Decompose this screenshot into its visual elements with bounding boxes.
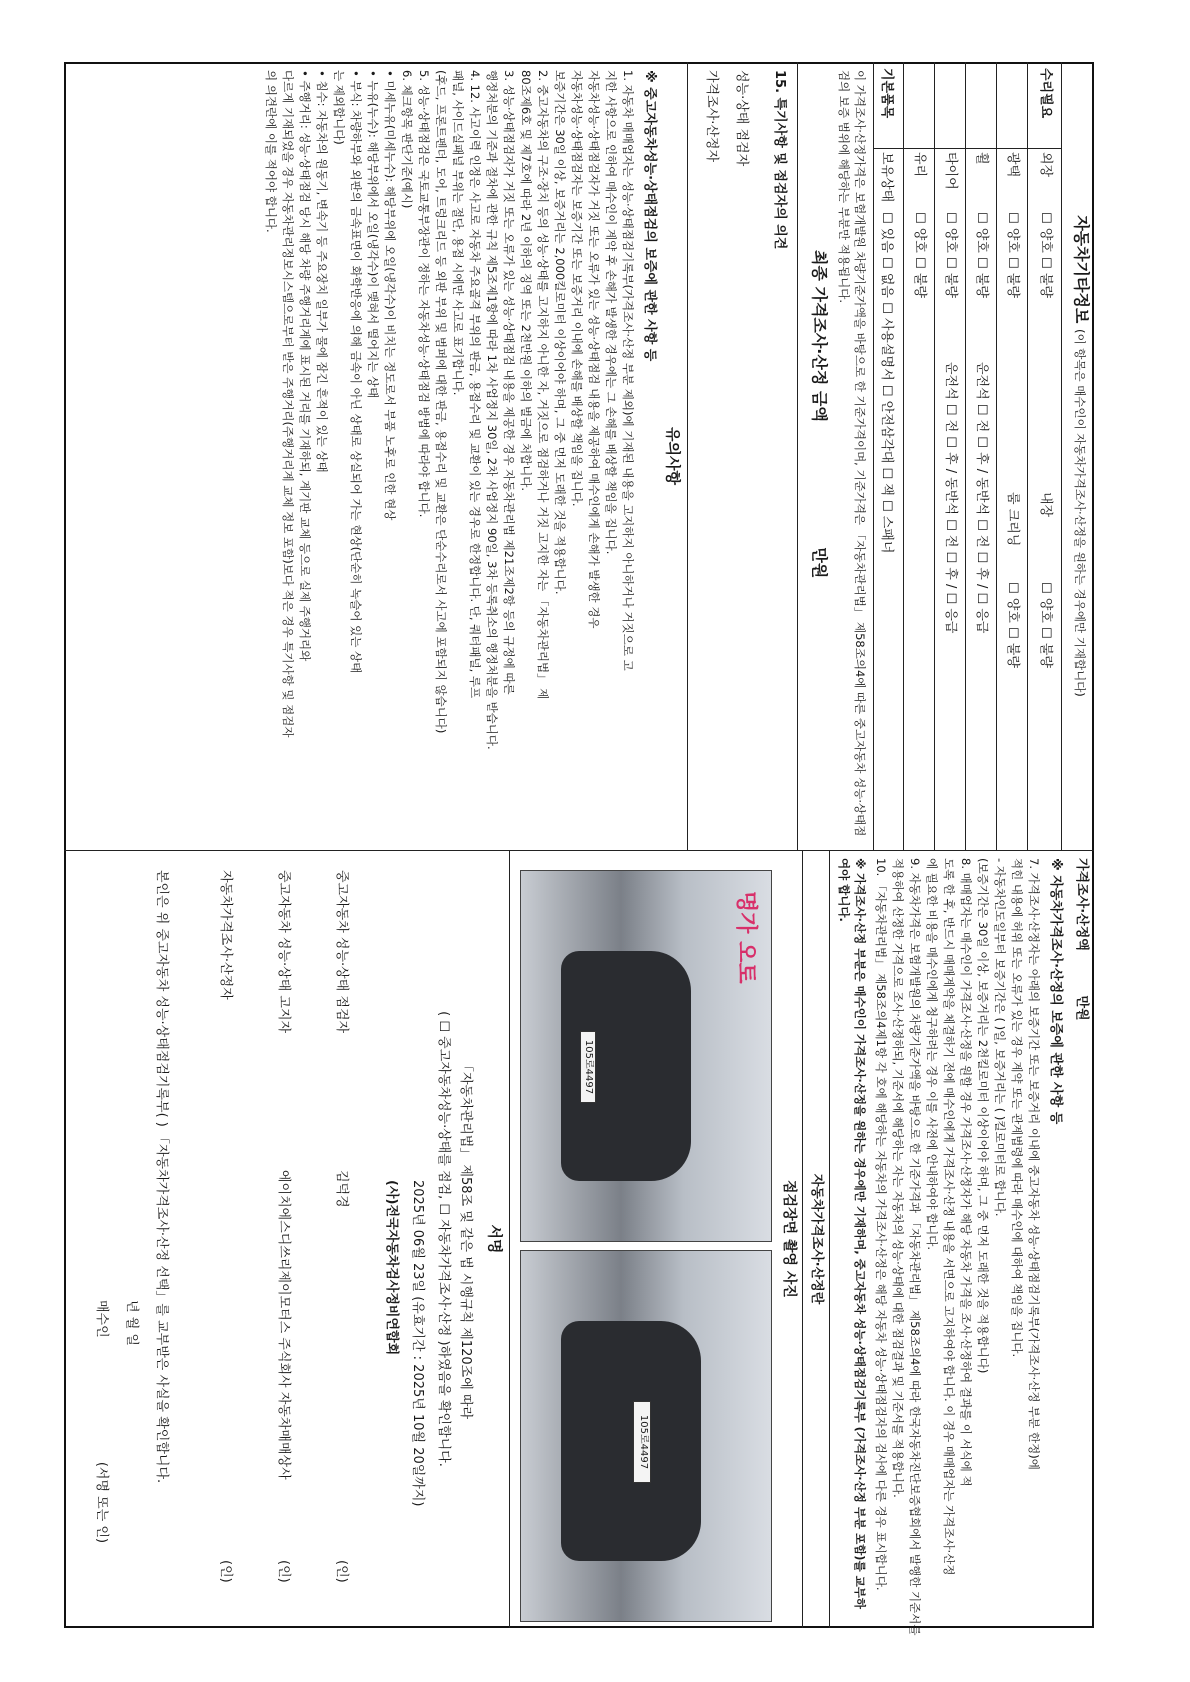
signature-row: 중고자동차 성능·상태 점검자 김덕경 (인) xyxy=(334,870,349,1583)
buyer-date: 년 월 일 xyxy=(124,1300,139,1346)
note-line: 자동차성능·상태점검자는 보증기간 또는 보증거리 이내에 손해를 배상할 책임을 집니다. xyxy=(570,70,584,507)
note-line: 5. 성능·상태점검은 국토교통부장관이 정하는 자동차성능·상태점검 방법에 따라야 합니다. xyxy=(417,70,431,518)
notes-title: 유의사항 xyxy=(664,427,682,485)
note-line: 4. 12. 사고이력 인정은 사고로 자동차 주요골격 부위의 판금, 용접수리 및 교환이 있는 경우로 한정합니다. 단, 쿼터패널, 루프 xyxy=(468,70,482,699)
note-line: 에 필요한 비용을 매수인에게 청구하려는 경우 이를 사전에 안내하여야 합니다. xyxy=(925,858,939,1251)
license-plate: 105로4497 xyxy=(580,1031,596,1103)
note-line: 보증기간은 30일 이상, 보증거리는 2,000킬로미터 이상이어야 하며, 그 중 먼저 도래한 것을 적용합니다. xyxy=(553,70,567,595)
note-line: 6. 체크항목 판단기준(예시) xyxy=(400,70,414,209)
signature-row: 중고자동차 성능·상태 고지자 에이치에스디쓰리제이모터스 주식회사 자동차매매상사 (인) xyxy=(276,870,291,1583)
note-line: 7. 가격조사·산정자는 아래의 보증기간 또는 보증거리 이내에 중고자동차 성능·상태점검기록부(가격조사·산정 부분 한정)에 xyxy=(1027,858,1041,1470)
item15-block: 15. 특기사항 및 점검자의 의견 성능·상태 점검자 가격조사·산정자 xyxy=(704,70,787,250)
car-shape xyxy=(561,1321,701,1561)
final-price-label: 최종 가격조사·산정 금액 만원 xyxy=(810,250,829,579)
note-line: • 주행거리: 성능·상태점검 당시 해당 차량 주행거리계에 표시된 거리를 기재하되, 계기판 교체 등으로 실제 주행거리와 xyxy=(298,70,312,662)
table-row: 기본품목 보유상태 ☐ 있음 ☐ 없음 ☐ 사용설명서 ☐ 안전삼각대 ☐ 잭 ☐ 스패너 xyxy=(869,62,904,850)
note-line: 3. 성능·상태점검자가 거짓 또는 오류가 있는 성능·상태점검 내용을 제공한 경우 자동차관리법 제21조제2항 등의 규정에 따른 xyxy=(502,70,516,695)
note-line: 행정처분의 기준과 절차에 관한 규칙 제5조제1항에 따라 1차 사업정지 30일, 2차 사업정지 90일, 3차 등록취소의 행정처분을 받습니다. xyxy=(485,70,499,750)
note-line: • 미세누유(미세누수): 해당부위에 오일(냉각수)이 비치는 정도로서 부품 노후로 인한 현상 xyxy=(383,70,397,521)
section-title: 자동차기타정보 (이 항목은 매수인이 자동차가격조사·산정을 원하는 경우에만 기재합니다) xyxy=(1072,215,1091,697)
note-line: 1. 자동차 매매업자는 성능·상태점검기록부(가격조사·산정 부분 제외)에 기재된 내용을 고지하지 아니하거나 거짓으로 고 xyxy=(621,70,635,671)
table-row: 타이어 ☐ 양호 ☐ 불량 운전석 ☐ 전 ☐ 후 / 동반석 ☐ 전 ☐ 후 / ☐ 응급 xyxy=(935,62,966,850)
license-plate: 105로4497 xyxy=(633,1401,651,1483)
notes-list xyxy=(262,70,636,840)
table-row: 휠 ☐ 양호 ☐ 불량 운전석 ☐ 전 ☐ 후 / 동반석 ☐ 전 ☐ 후 / ☐ 응급 xyxy=(966,62,997,850)
note-line: 도록 한 후, 반드시 매매계약을 체결하기 전에 매수인에게 가격조사·산정 내용을 서면으로 고지하여야 합니다. 이 경우 매매업자는 가격조사·산정 xyxy=(942,858,956,1576)
price-note: 이 가격조사·산정가격은 보험개발원 차량기준가액을 바탕으로 한 기준가격이며, 기준가격은 「자동차관리법」 제58조의4에 따른 중고자동차 성능·상태점검의 보증 범위에 해당하는 부분만 적용됩니다. xyxy=(837,70,867,837)
note-line: 8. 매매업자는 매수인이 가격조사·산정을 원할 경우 가격조사·산정자가 해당 자동차 가격을 조사·산정하여 결과를 이 서식에 적 xyxy=(959,858,973,1487)
note-line: • 부식: 차량하부와 외판의 금속표면이 화학반응에 의해 금속이 아닌 상태로 상실되어 가는 현상(단순히 녹슬어 있는 상태 xyxy=(349,70,363,674)
table-row: 광택 ☐ 양호 ☐ 불량 룸 크리닝 ☐ 양호 ☐ 불량 xyxy=(997,62,1028,850)
inspection-photo-front xyxy=(520,870,772,1242)
inspection-photo-rear xyxy=(520,1250,772,1622)
note-line: • 침수: 자동차의 원동기, 변속기 등 주요장치 일부가 물에 잠긴 흔적이 있는 상태 xyxy=(315,70,329,473)
right-notes-title: ※ 자동차가격조사·산정의 보증에 관한 사항 등 xyxy=(1048,858,1063,1125)
note-line: (보증기간은 30일 이상, 보증거리는 2천킬로미터 이상이어야 하며, 그 중 먼저 도래한 것을 적용합니다) xyxy=(976,858,990,1374)
signature-title: 서명 xyxy=(486,1224,504,1254)
sig-date-line: 2025년 06월 23일 (유효기간 : 2025년 10월 20일까지) xyxy=(410,1180,425,1507)
note-line: - 자동차인도일부터 보증기간은 ( )일, 보증거리는 ( )킬로미터로 합니다. xyxy=(993,858,1007,1217)
note-line: 80조제6호 및 제7호에 따라 2년 이하의 징역 또는 2천만원 이하의 벌금에 처합니다. xyxy=(519,70,533,492)
note-line: 9. 자동차가격은 보험개발원의 차량기준가액을 바탕으로 한 기준가격과 「자동차관리법」 제58조의4에 따라 한국자동차진단보증협회에서 발행한 기준서를 xyxy=(908,858,922,1636)
photo-title: 점검장면 촬영 사진 xyxy=(781,1180,797,1298)
note-line: 2. 중고자동차의 구조·장치 등의 성능·상태를 고지하지 아니한 자, 거짓으로 점검하거나 거짓 고지한 자는 「자동차관리법」 제 xyxy=(536,70,550,700)
signature-rows xyxy=(186,870,360,1610)
buyer-line: 본인은 위 중고자동차 성능·상태점검기록부( ) 「자동차가격조사·산정 선택」를 교부받은 사실을 확인합니다. xyxy=(154,870,169,1484)
sig-org: (사)전국자동차검사정비연합회 xyxy=(384,1180,399,1356)
table-row: 수리필요 외장 ☐ 양호 ☐ 불량 내장 ☐ 양호 ☐ 불량 xyxy=(1038,68,1053,668)
condition-table xyxy=(869,62,1062,850)
note-line: 적용하여 산정한 가격으로 조사·산정하되, 기준서에 해당하는 자는 자동차의 성능·상태에 대한 점검결과 및 기준서를 적용합니다. xyxy=(891,858,905,1498)
shop-banner: 명가 오토 xyxy=(733,891,758,984)
note-line: 자동차성능·상태점검자가 거짓 또는 오류가 있는 성능·상태점검 내용을 제공하여 매수인에게 손해가 발생한 경우 xyxy=(587,70,601,629)
signature-row: 자동차가격조사·산정자 (인) xyxy=(218,870,233,1583)
note-line: 지한 사항으로 인하여 매수인이 계약 후 손해가 발생한 경우에는 그 손해를 배상할 책임을 집니다. xyxy=(604,70,618,555)
note-line: 적힌 내용에 허위 또는 오류가 있는 경우 계약 또는 관계법령에 따라 매수인에 대하여 책임을 집니다. xyxy=(1010,858,1024,1358)
note-line: 10. 「자동차관리법」 제58조의4제1항 각 호에 해당하는 자동차의 가격조사·산정은 해당 자동차 성능·상태점검자의 검사에 다른 경우 표시합니다. xyxy=(874,858,888,1591)
note-line: 의 의견란에 이를 적어야 합니다. xyxy=(264,70,278,233)
sig-law-line: 「자동차관리법」 제58조 및 같은 법 시행규칙 제120조에 따라 xyxy=(458,1059,473,1419)
right-head: 가격조사·산정액 만원 xyxy=(1074,858,1089,1021)
price-section-label: 자동차가격조사·산정란 xyxy=(802,850,830,1628)
note-line: (후드, 프론트펜더, 도어, 트렁크리드 등 외판 부위 및 범퍼에 대한 판금, 용접수리 및 교환은 단순수리로서 사고에 포함되지 않습니다) xyxy=(434,70,448,734)
note-line: 는 제외합니다) xyxy=(332,70,346,145)
note-line: 패널, 사이드실패널 부위는 절단, 용접 시에만 사고로 표기합니다. xyxy=(451,70,465,396)
note-line: • 누유(누수): 해당부위에서 오일(냉각수)이 맺혀서 떨어지는 상태 xyxy=(366,70,380,399)
right-notes-list xyxy=(872,858,1042,1636)
table-row: 유리 ☐ 양호 ☐ 불량 xyxy=(904,62,935,850)
sig-check-line: ( ☐ 중고자동차성능·상태를 점검, ☐ 자동차가격조사·산정 )하였음을 확인합니다. xyxy=(436,1011,451,1467)
notes-subtitle: ※ 중고자동차성능·상태점검의 보증에 관한 사항 등 xyxy=(642,70,657,362)
warn-note: ※ 가격조사·산정 부분은 매수인이 가격조사·산정을 원하는 경우에만 기재하며, 중고자동차 성능·상태점검기록부 (가격조사·산정 부분 포함)를 교부하여야 합니다. xyxy=(837,858,867,1610)
note-line: 다르게 기재되었을 경우 자동차관리정보시스템으로부터 받은 주행거리(주행거리계 교체 정보 포함)보다 적은 경우 특기사항 및 점검자 xyxy=(281,70,295,738)
buyer-signature: 매수인 (서명 또는 인) xyxy=(94,1300,109,1544)
